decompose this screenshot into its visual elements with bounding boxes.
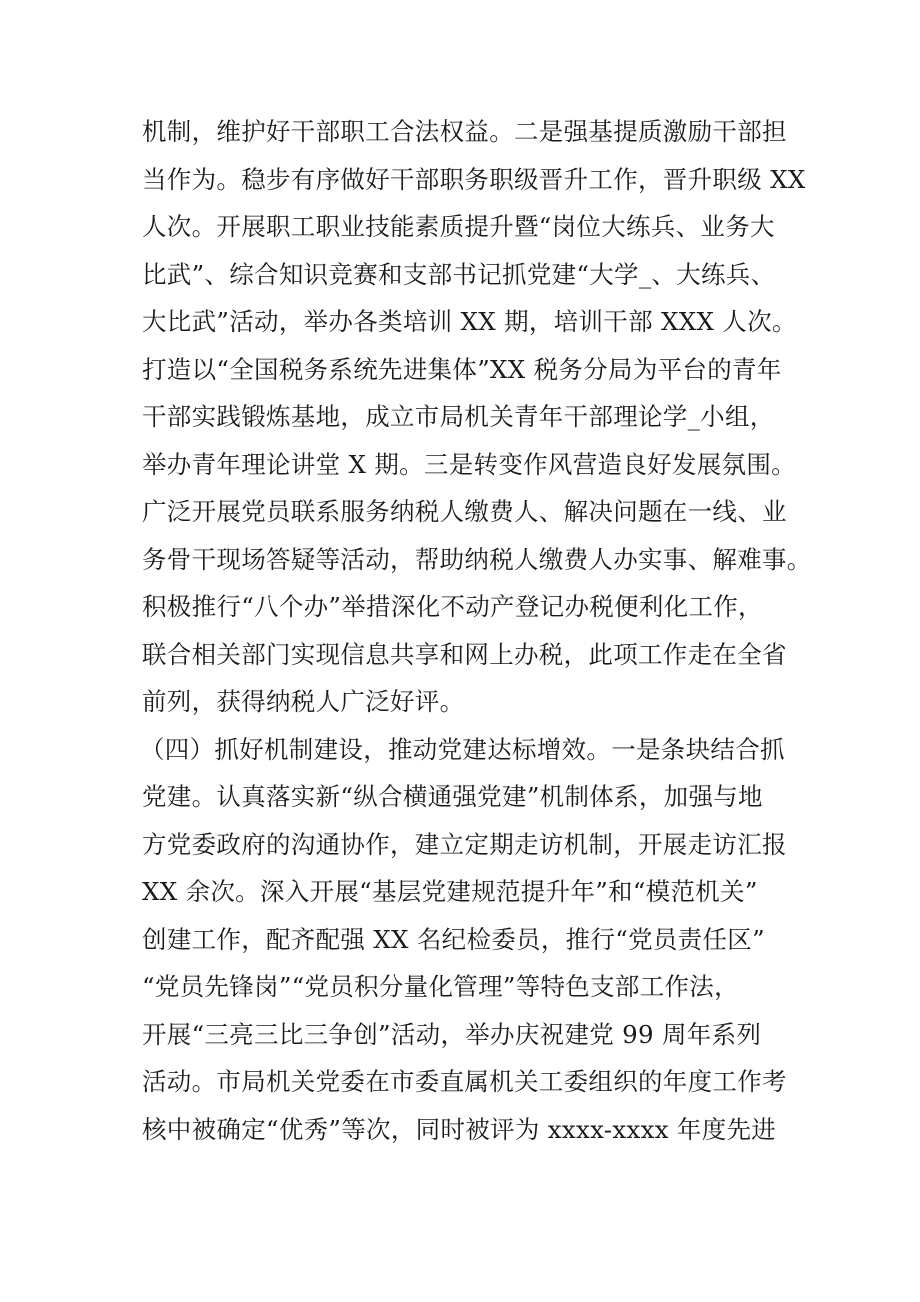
text-line: 当作为。稳步有序做好干部职务职级晋升工作，晋升职级 XX <box>142 164 806 194</box>
text-line: 创建工作，配齐配强 XX 名纪检委员，推行“党员责任区” <box>142 924 765 954</box>
text-line: 打造以“全国税务系统先进集体”XX 税务分局为平台的青年 <box>142 354 782 384</box>
text-line: 务骨干现场答疑等活动，帮助纳税人缴费人办实事、解难事。 <box>142 544 812 574</box>
text-line: 比武”、综合知识竞赛和支部书记抓党建“大学_、大练兵、 <box>142 259 776 289</box>
text-line: 积极推行“八个办”举措深化不动产登记办税便利化工作， <box>142 592 763 621</box>
text-line: 方党委政府的沟通协作，建立定期走访机制，开展走访汇报 <box>142 829 787 859</box>
section-heading-line: （四）抓好机制建设，推动党建达标增效。一是条块结合抓 <box>140 734 785 764</box>
text-line: 活动。市局机关党委在市委直属机关工委组织的年度工作考 <box>142 1067 787 1096</box>
text-line: 广泛开展党员联系服务纳税人缴费人、解决问题在一线、业 <box>142 497 787 526</box>
text-line: 党建。认真落实新“纵合横通强党建”机制体系，加强与地 <box>142 782 763 811</box>
text-line: XX 余次。深入开展“基层党建规范提升年”和“模范机关” <box>142 877 758 906</box>
text-line: 干部实践锻炼基地，成立市局机关青年干部理论学_小组， <box>142 402 775 431</box>
body-text <box>142 108 822 1153</box>
text-line: 核中被确定“优秀”等次，同时被评为 xxxx-xxxx 年度先进 <box>142 1114 777 1144</box>
text-line: 机制，维护好干部职工合法权益。二是强基提质激励干部担 <box>142 117 787 146</box>
text-line: 联合相关部门实现信息共享和网上办税，此项工作走在全省 <box>142 639 787 669</box>
text-line: “党员先锋岗”“党员积分量化管理”等特色支部工作法， <box>142 972 739 1001</box>
text-line: 人次。开展职工职业技能素质提升暨“岗位大练兵、业务大 <box>142 212 775 241</box>
text-line: 开展“三亮三比三争创”活动，举办庆祝建党 99 周年系列 <box>142 1019 762 1049</box>
text-line: 举办青年理论讲堂 X 期。三是转变作风营造良好发展氛围。 <box>142 449 796 479</box>
text-line: 大比武”活动，举办各类培训 XX 期，培训干部 XXX 人次。 <box>142 307 797 336</box>
text-line: 前列，获得纳税人广泛好评。 <box>142 687 465 716</box>
